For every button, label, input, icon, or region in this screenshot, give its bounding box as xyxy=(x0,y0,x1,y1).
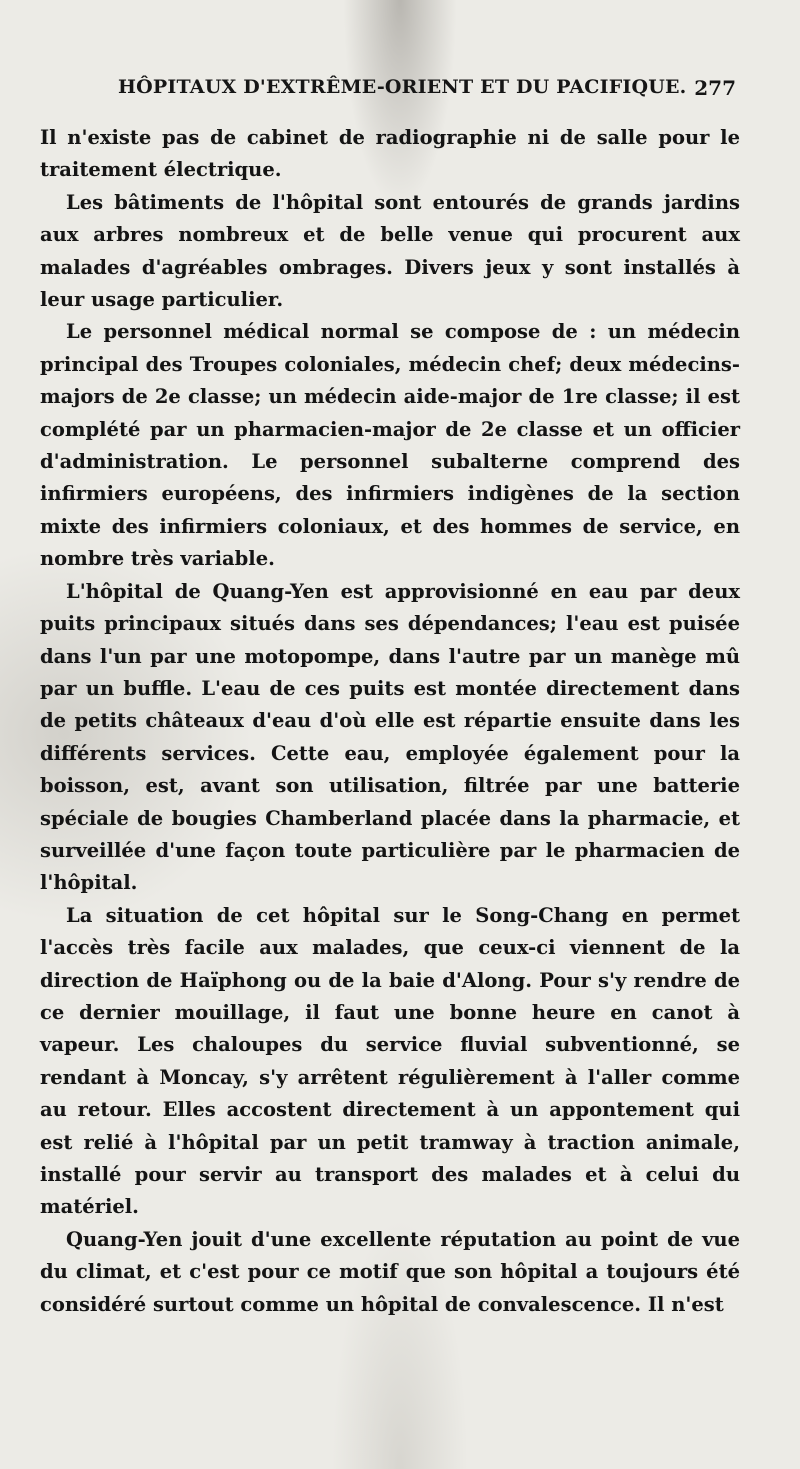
paragraph: Il n'existe pas de cabinet de radiographie ni de salle pour le traitement électrique. xyxy=(40,126,740,182)
running-header-title: HÔPITAUX D'EXTRÊME-ORIENT ET DU PACIFIQUE. xyxy=(118,76,687,98)
paragraph: Le personnel médical normal se compose de : un médecin principal des Troupes coloniales, médecin chef; deux médecins-majors de 2e classe; un médecin aide-major de 1re classe; il est complété par un pharmacien-major de 2e classe et un officier d'administration. Le personnel subalterne comprend des infirmiers européens, des infirmiers indigènes de la section mixte des infirmiers coloniaux, et des hommes de service, en nombre très variable. xyxy=(40,320,740,571)
body-text xyxy=(40,122,740,1321)
page-number: 277 xyxy=(694,76,736,100)
paragraph: Les bâtiments de l'hôpital sont entourés de grands jardins aux arbres nombreux et de belle venue qui procurent aux malades d'agréables ombrages. Divers jeux y sont installés à leur usage particulier. xyxy=(40,190,740,312)
paragraph: Quang-Yen jouit d'une excellente réputation au point de vue du climat, et c'est pour ce motif que son hôpital a toujours été considéré surtout comme un hôpital de convalescence. Il n'est xyxy=(40,1227,740,1316)
running-header xyxy=(64,76,736,110)
paragraph: L'hôpital de Quang-Yen est approvisionné en eau par deux puits principaux situés dans ses dépendances; l'eau est puisée dans l'un par une motopompe, dans l'autre par un manège mû par un buffle. L'eau de ces puits est montée directement dans de petits châteaux d'eau d'où elle est répartie ensuite dans les différents services. Cette eau, employée également pour la boisson, est, avant son utilisation, filtrée par une batterie spéciale de bougies Chamberland placée dans la pharmacie, et surveillée d'une façon toute particulière par le pharmacien de l'hôpital. xyxy=(40,579,740,895)
paragraph: La situation de cet hôpital sur le Song-Chang en permet l'accès très facile aux malades, que ceux-ci viennent de la direction de Haïphong ou de la baie d'Along. Pour s'y rendre de ce dernier mouillage, il faut une bonne heure en canot à vapeur. Les chaloupes du service fluvial subventionné, se rendant à Moncay, s'y arrêtent régulièrement à l'aller comme au retour. Elles accostent directement à un appontement qui est relié à l'hôpital par un petit tramway à traction animale, installé pour servir au transport des malades et à celui du matériel. xyxy=(40,903,740,1219)
